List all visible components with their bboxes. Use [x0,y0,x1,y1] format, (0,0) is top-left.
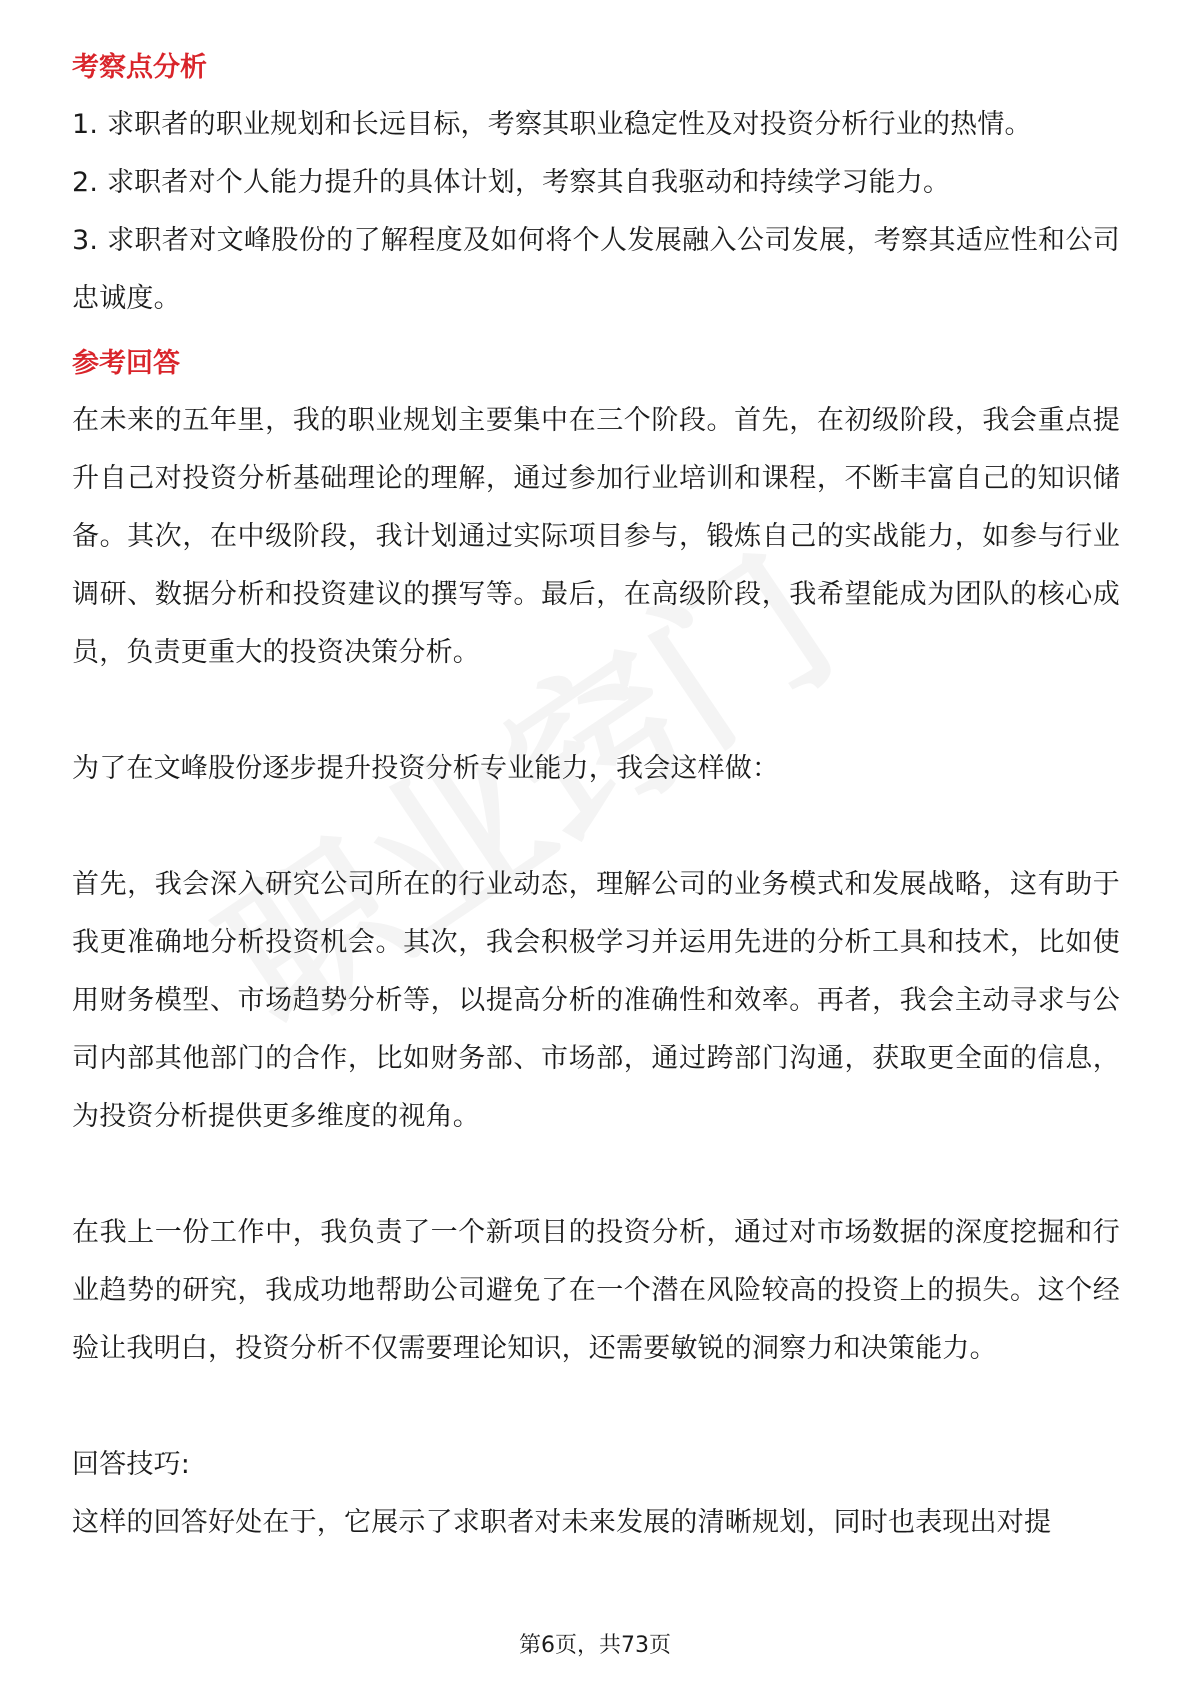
tips-label: 回答技巧: [72,1449,191,1480]
document-page [72,40,1120,1552]
answer-paragraph: 为了在文峰股份逐步提升投资分析专业能力，我会这样做： [72,753,780,784]
page-number: 第6页，共73页 [519,1633,671,1658]
analysis-item: 1. 求职者的职业规划和长远目标，考察其职业稳定性及对投资分析行业的热情。 [72,109,1032,140]
tips-text: 这样的回答好处在于，它展示了求职者对未来发展的清晰规划，同时也表现出对提 [72,1507,1052,1538]
analysis-title: 考察点分析 [72,52,207,83]
answer-paragraph: 首先，我会深入研究公司所在的行业动态，理解公司的业务模式和发展战略，这有助于我更准确地分析投资机会。其次，我会积极学习并运用先进的分析工具和技术，比如使用财务模型、市场趋势分析等，以提高分析的准确性和效率。再者，我会主动寻求与公司内部其他部门的合作，比如财务部、市场部，通过跨部门沟通，获取更全面的信息，为投资分析提供更多维度的视角。 [72,869,1120,1132]
analysis-item: 2. 求职者对个人能力提升的具体计划，考察其自我驱动和持续学习能力。 [72,167,951,198]
analysis-item: 3. 求职者对文峰股份的了解程度及如何将个人发展融入公司发展，考察其适应性和公司忠诚度。 [72,225,1120,314]
answer-paragraph: 在未来的五年里，我的职业规划主要集中在三个阶段。首先，在初级阶段，我会重点提升自己对投资分析基础理论的理解，通过参加行业培训和课程，不断丰富自己的知识储备。其次，在中级阶段，我计划通过实际项目参与，锻炼自己的实战能力，如参与行业调研、数据分析和投资建议的撰写等。最后，在高级阶段，我希望能成为团队的核心成员，负责更重大的投资决策分析。 [72,405,1120,668]
answer-paragraph: 在我上一份工作中，我负责了一个新项目的投资分析，通过对市场数据的深度挖掘和行业趋势的研究，我成功地帮助公司避免了在一个潜在风险较高的投资上的损失。这个经验让我明白，投资分析不仅需要理论知识，还需要敏锐的洞察力和决策能力。 [72,1217,1120,1364]
answer-title: 参考回答 [72,348,180,379]
